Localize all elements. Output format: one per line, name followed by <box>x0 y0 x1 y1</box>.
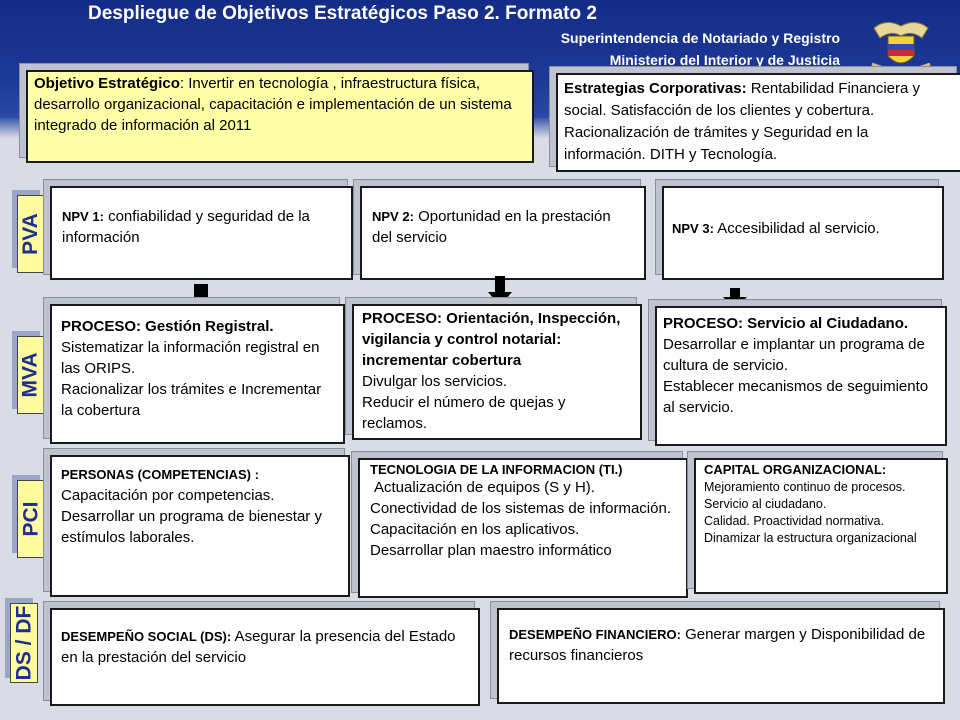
npv-box-2 <box>360 186 646 280</box>
row-label-mva: MVA <box>17 336 45 414</box>
pci-box-tecnologia <box>358 458 688 598</box>
npv-box-1 <box>50 186 353 280</box>
pci-box-personas <box>50 455 350 597</box>
coat-of-arms-icon <box>866 18 936 76</box>
process-box-orientacion <box>352 304 642 440</box>
social-performance-box <box>50 608 480 706</box>
page-title: Despliegue de Objetivos Estratégicos Paso 2. Formato 2 <box>88 3 597 24</box>
pci-line: Desarrollar un programa de bienestar y estímulos laborales. <box>61 508 322 546</box>
pci-line: Conectividad de los sistemas de información. <box>370 500 671 517</box>
strategic-objective-text: : Invertir en tecnología , infraestructura física, desarrollo organizacional, capacitación e implementación de un sistema integrado de información al 2011 <box>34 75 512 134</box>
npv-lead: NPV 3: <box>672 221 714 236</box>
npv-text: Accesibilidad al servicio. <box>713 220 880 237</box>
org-name: Superintendencia de Notariado y Registro <box>560 30 840 46</box>
pci-line: Actualización de equipos (S y H). <box>374 479 595 496</box>
npv-text: confiabilidad y seguridad de la información <box>62 208 310 246</box>
ministry-name: Ministerio del Interior y de Justicia <box>609 52 840 68</box>
pci-line: Capacitación por competencias. <box>61 487 275 504</box>
npv-lead: NPV 1: <box>62 209 104 224</box>
strategic-objective-box <box>26 70 534 163</box>
pci-line: Calidad. Proactividad normativa. <box>704 514 884 528</box>
process-title: PROCESO: Servicio al Ciudadano. <box>663 315 909 332</box>
social-performance-lead: DESEMPEÑO SOCIAL (DS): <box>61 629 232 644</box>
row-label-pci: PCI <box>17 480 45 558</box>
row-label-ds-df: DS / DF <box>10 603 38 683</box>
arrow-down-icon <box>488 276 512 306</box>
corporate-strategies-box <box>556 73 960 172</box>
process-line: Divulgar los servicios. <box>362 373 508 390</box>
npv-lead: NPV 2: <box>372 209 414 224</box>
process-title: PROCESO: Orientación, Inspección, vigilancia y control notarial: incrementar cobertura <box>362 310 621 369</box>
corporate-strategies-text: Rentabilidad Financiera y social. Satisfacción de los clientes y cobertura. Racionalización de trámites y Seguridad en la información. DITH y Tecnología. <box>564 80 921 163</box>
row-label-pva: PVA <box>17 195 45 273</box>
pci-line: Desarrollar plan maestro informático <box>370 542 612 559</box>
process-line: Racionalizar los trámites e Incrementar la cobertura <box>61 381 322 419</box>
process-line: Establecer mecanismos de seguimiento al servicio. <box>663 378 929 416</box>
process-line: Reducir el número de quejas y reclamos. <box>362 394 566 432</box>
corporate-strategies-lead: Estrategias Corporativas: <box>564 80 747 97</box>
financial-performance-text: Generar margen y Disponibilidad de recursos financieros <box>509 626 926 664</box>
npv-box-3 <box>662 186 944 280</box>
npv-text: Oportunidad en la prestación del servicio <box>372 208 611 246</box>
pci-title: CAPITAL ORGANIZACIONAL: <box>704 462 887 477</box>
pci-line: Mejoramiento continuo de procesos. Servicio al ciudadano. <box>704 480 906 511</box>
process-line: Desarrollar e implantar un programa de cultura de servicio. <box>663 336 925 374</box>
pci-line: Dinamizar la estructura organizacional <box>704 531 917 545</box>
strategic-objective-lead: Objetivo Estratégico <box>34 75 180 92</box>
process-box-registral <box>50 304 345 444</box>
process-title: PROCESO: Gestión Registral. <box>61 318 274 335</box>
pci-title: PERSONAS (COMPETENCIAS) : <box>61 467 259 482</box>
process-line: Sistematizar la información registral en las ORIPS. <box>61 339 320 377</box>
social-performance-text: Asegurar la presencia del Estado en la prestación del servicio <box>61 628 456 666</box>
financial-performance-box <box>497 608 945 704</box>
pci-title: TECNOLOGIA DE LA INFORMACION (TI.) <box>370 462 623 477</box>
financial-performance-lead: DESEMPEÑO FINANCIERO: <box>509 627 681 642</box>
process-box-servicio <box>655 306 947 446</box>
pci-line: Capacitación en los aplicativos. <box>370 521 580 538</box>
pci-box-capital <box>694 458 948 594</box>
